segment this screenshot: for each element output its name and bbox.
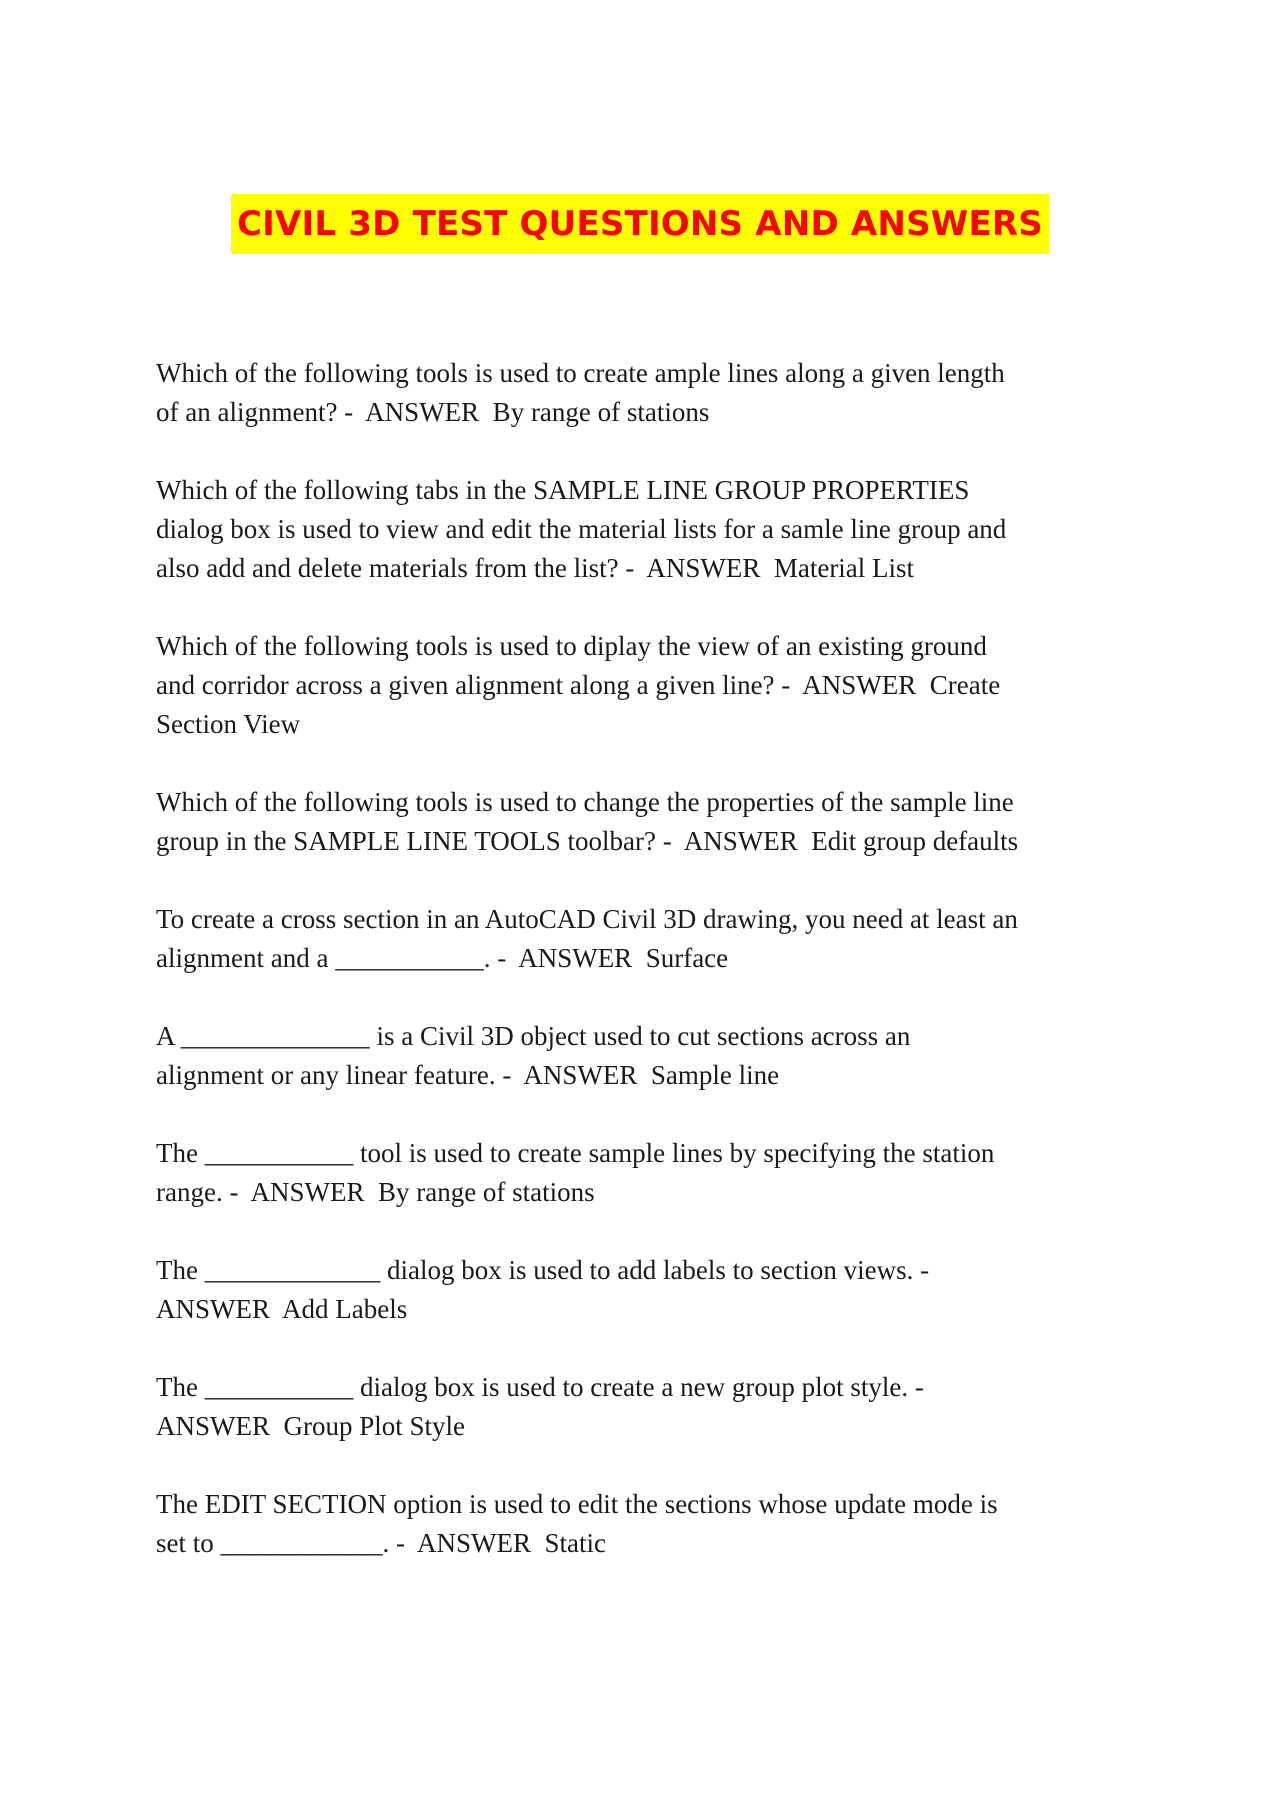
qa-item-1: Which of the following tools is used to create ample lines along a given length of an alignment? - ANSWER By range of stations [156, 358, 1005, 427]
title-container [0, 194, 1280, 254]
qa-item-5: To create a cross section in an AutoCAD Civil 3D drawing, you need at least an alignment and a ___________. - ANSWER Surface [156, 904, 1018, 973]
qa-item-6: A ______________ is a Civil 3D object used to cut sections across an alignment or any linear feature. - ANSWER Sample line [156, 1021, 911, 1090]
qa-item-7: The ___________ tool is used to create sample lines by specifying the station range. - ANSWER By range of stations [156, 1138, 995, 1207]
qa-item-3: Which of the following tools is used to diplay the view of an existing ground and corridor across a given alignment along a given line? - ANSWER Create Section View [156, 631, 1001, 739]
qa-item-10: The EDIT SECTION option is used to edit the sections whose update mode is set to ____________. - ANSWER Static [156, 1489, 998, 1558]
qa-item-4: Which of the following tools is used to change the properties of the sample line group in the SAMPLE LINE TOOLS toolbar? - ANSWER Edit group defaults [156, 787, 1019, 856]
qa-item-2: Which of the following tabs in the SAMPLE LINE GROUP PROPERTIES dialog box is used to view and edit the material lists for a samle line group and also add and delete materials from the list? - ANSWER Material List [156, 475, 1007, 583]
qa-item-8: The _____________ dialog box is used to add labels to section views. - ANSWER Add Labels [156, 1255, 930, 1324]
qa-list [156, 354, 1146, 1602]
document-title: CIVIL 3D TEST QUESTIONS AND ANSWERS [231, 194, 1049, 254]
qa-item-9: The ___________ dialog box is used to create a new group plot style. - ANSWER Group Plot Style [156, 1372, 924, 1441]
